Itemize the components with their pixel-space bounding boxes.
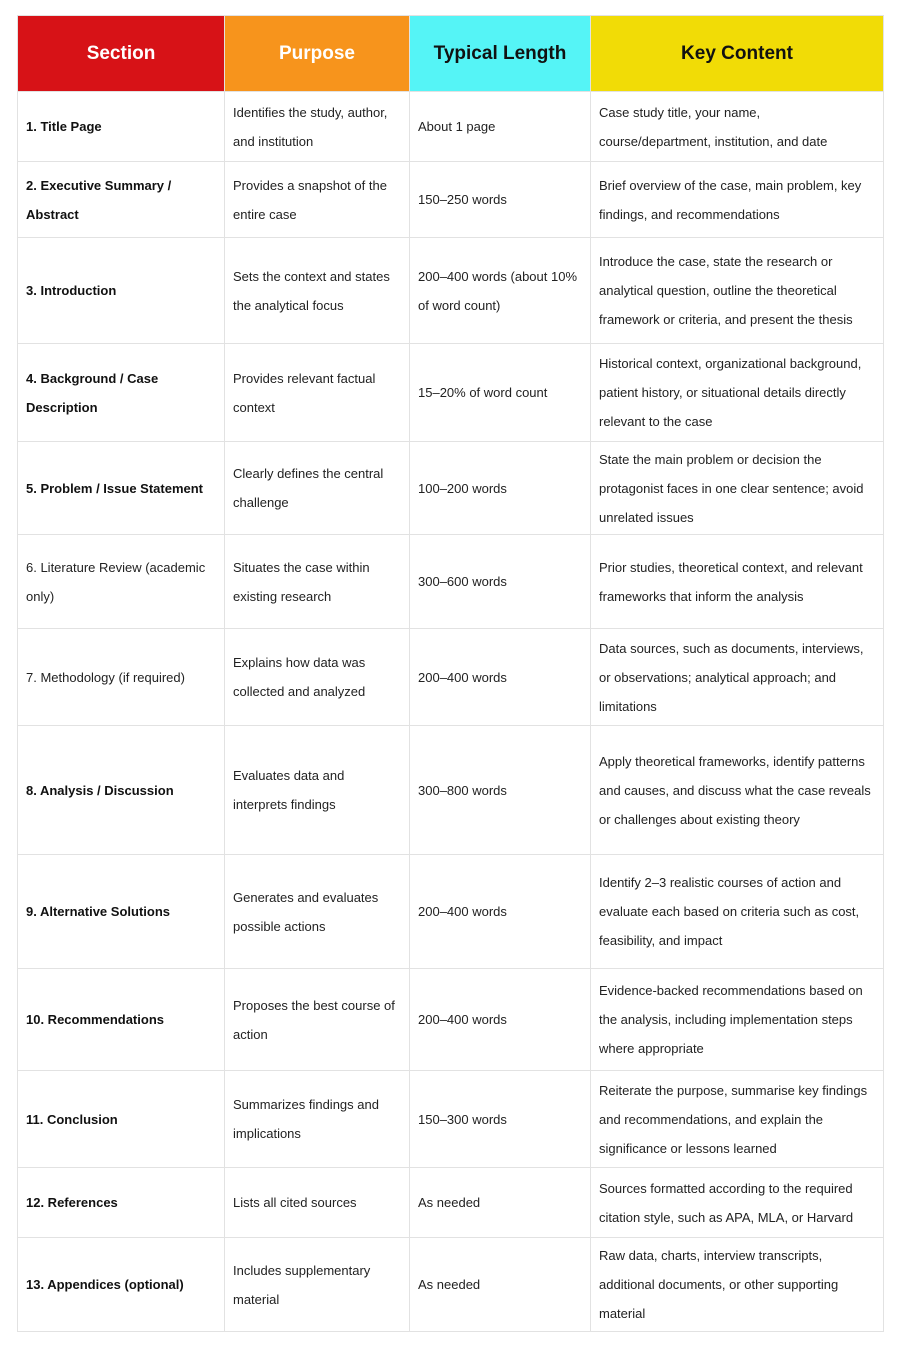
cell-key-content: Introduce the case, state the research or analytical question, outline the theoretical framework or criteria, and present the thesis (591, 238, 884, 344)
table-row (18, 855, 884, 969)
table-row (18, 442, 884, 535)
cell-section: 5. Problem / Issue Statement (18, 442, 225, 535)
cell-section: 2. Executive Summary / Abstract (18, 162, 225, 238)
cell-typical-length: As needed (410, 1168, 591, 1238)
cell-section: 3. Introduction (18, 238, 225, 344)
cell-section: 7. Methodology (if required) (18, 629, 225, 726)
cell-typical-length: 150–250 words (410, 162, 591, 238)
cell-typical-length: 200–400 words (410, 629, 591, 726)
table-row (18, 344, 884, 442)
cell-typical-length: 150–300 words (410, 1071, 591, 1168)
table-row (18, 629, 884, 726)
cell-purpose: Includes supplementary material (225, 1238, 410, 1332)
cell-typical-length: 300–600 words (410, 535, 591, 629)
cell-section: 8. Analysis / Discussion (18, 726, 225, 855)
cell-purpose: Provides a snapshot of the entire case (225, 162, 410, 238)
cell-key-content: Historical context, organizational background, patient history, or situational details directly relevant to the case (591, 344, 884, 442)
cell-purpose: Identifies the study, author, and institution (225, 92, 410, 162)
cell-typical-length: About 1 page (410, 92, 591, 162)
header-typical-length: Typical Length (410, 16, 591, 92)
cell-purpose: Generates and evaluates possible actions (225, 855, 410, 969)
cell-typical-length: As needed (410, 1238, 591, 1332)
table-row (18, 1168, 884, 1238)
table-row (18, 535, 884, 629)
cell-typical-length: 300–800 words (410, 726, 591, 855)
table-row (18, 1238, 884, 1332)
table-row (18, 238, 884, 344)
cell-section: 1. Title Page (18, 92, 225, 162)
cell-typical-length: 200–400 words (410, 969, 591, 1071)
cell-key-content: Case study title, your name, course/department, institution, and date (591, 92, 884, 162)
table-row (18, 969, 884, 1071)
cell-section: 9. Alternative Solutions (18, 855, 225, 969)
cell-purpose: Lists all cited sources (225, 1168, 410, 1238)
cell-key-content: Apply theoretical frameworks, identify patterns and causes, and discuss what the case reveals or challenges about existing theory (591, 726, 884, 855)
cell-section: 4. Background / Case Description (18, 344, 225, 442)
table-row (18, 162, 884, 238)
header-section: Section (18, 16, 225, 92)
cell-key-content: Raw data, charts, interview transcripts, additional documents, or other supporting material (591, 1238, 884, 1332)
table-row (18, 1071, 884, 1168)
header-key-content: Key Content (591, 16, 884, 92)
cell-key-content: Brief overview of the case, main problem, key findings, and recommendations (591, 162, 884, 238)
cell-purpose: Provides relevant factual context (225, 344, 410, 442)
cell-purpose: Summarizes findings and implications (225, 1071, 410, 1168)
cell-purpose: Situates the case within existing research (225, 535, 410, 629)
cell-key-content: State the main problem or decision the protagonist faces in one clear sentence; avoid unrelated issues (591, 442, 884, 535)
cell-key-content: Prior studies, theoretical context, and relevant frameworks that inform the analysis (591, 535, 884, 629)
cell-key-content: Identify 2–3 realistic courses of action and evaluate each based on criteria such as cost, feasibility, and impact (591, 855, 884, 969)
table-row (18, 92, 884, 162)
cell-purpose: Clearly defines the central challenge (225, 442, 410, 535)
cell-key-content: Evidence-backed recommendations based on the analysis, including implementation steps where appropriate (591, 969, 884, 1071)
cell-section: 10. Recommendations (18, 969, 225, 1071)
cell-purpose: Proposes the best course of action (225, 969, 410, 1071)
cell-purpose: Sets the context and states the analytical focus (225, 238, 410, 344)
cell-section: 13. Appendices (optional) (18, 1238, 225, 1332)
case-study-structure-table (17, 15, 884, 1332)
table-header-row (18, 16, 884, 92)
cell-typical-length: 100–200 words (410, 442, 591, 535)
cell-typical-length: 200–400 words (about 10% of word count) (410, 238, 591, 344)
cell-section: 11. Conclusion (18, 1071, 225, 1168)
cell-key-content: Reiterate the purpose, summarise key findings and recommendations, and explain the significance or lessons learned (591, 1071, 884, 1168)
cell-typical-length: 200–400 words (410, 855, 591, 969)
cell-purpose: Evaluates data and interprets findings (225, 726, 410, 855)
cell-section: 6. Literature Review (academic only) (18, 535, 225, 629)
cell-purpose: Explains how data was collected and analyzed (225, 629, 410, 726)
cell-typical-length: 15–20% of word count (410, 344, 591, 442)
cell-section: 12. References (18, 1168, 225, 1238)
table-row (18, 726, 884, 855)
cell-key-content: Sources formatted according to the required citation style, such as APA, MLA, or Harvard (591, 1168, 884, 1238)
header-purpose: Purpose (225, 16, 410, 92)
cell-key-content: Data sources, such as documents, interviews, or observations; analytical approach; and limitations (591, 629, 884, 726)
